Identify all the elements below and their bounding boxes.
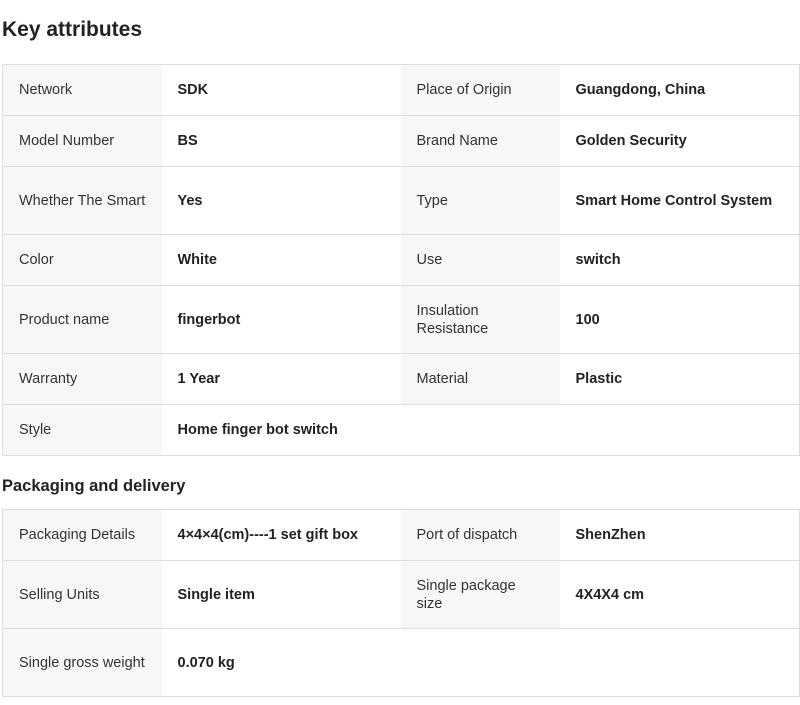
key-attributes-table: [2, 64, 800, 456]
attr-value: fingerbot: [162, 286, 401, 354]
attr-value: 100: [560, 286, 800, 354]
attr-label: Selling Units: [3, 561, 162, 629]
attr-label: Insulation Resistance: [401, 286, 560, 354]
attr-value: Home finger bot switch: [162, 405, 800, 456]
attr-value: switch: [560, 235, 800, 286]
table-row: [3, 629, 800, 697]
packaging-title: Packaging and delivery: [2, 477, 186, 495]
attr-label: Whether The Smart: [3, 167, 162, 235]
table-row: [3, 405, 800, 456]
attr-label: Product name: [3, 286, 162, 354]
table-row: [3, 167, 800, 235]
attr-label: Use: [401, 235, 560, 286]
table-row: [3, 235, 800, 286]
attr-value: Smart Home Control System: [560, 167, 800, 235]
table-row: [3, 354, 800, 405]
table-row: [3, 510, 800, 561]
attr-label: Warranty: [3, 354, 162, 405]
attr-value: 4×4×4(cm)----1 set gift box: [162, 510, 401, 561]
attr-value: White: [162, 235, 401, 286]
attr-label: Type: [401, 167, 560, 235]
attr-value: BS: [162, 116, 401, 167]
attr-label: Packaging Details: [3, 510, 162, 561]
key-attributes-title: Key attributes: [2, 18, 143, 41]
attr-value: SDK: [162, 65, 401, 116]
attr-label: Model Number: [3, 116, 162, 167]
packaging-table: [2, 509, 800, 697]
attr-value: Golden Security: [560, 116, 800, 167]
table-row: [3, 561, 800, 629]
attr-label: Single gross weight: [3, 629, 162, 697]
table-row: [3, 116, 800, 167]
attr-label: Network: [3, 65, 162, 116]
attr-label: Color: [3, 235, 162, 286]
attr-label: Style: [3, 405, 162, 456]
attr-value: ShenZhen: [560, 510, 800, 561]
table-row: [3, 65, 800, 116]
attr-label: Material: [401, 354, 560, 405]
attr-label: Port of dispatch: [401, 510, 560, 561]
attr-value: 1 Year: [162, 354, 401, 405]
attr-value: Yes: [162, 167, 401, 235]
attr-value: 4X4X4 cm: [560, 561, 800, 629]
attr-label: Brand Name: [401, 116, 560, 167]
attr-value: Single item: [162, 561, 401, 629]
attr-label: Single package size: [401, 561, 560, 629]
attr-value: Plastic: [560, 354, 800, 405]
attr-value: Guangdong, China: [560, 65, 800, 116]
table-row: [3, 286, 800, 354]
attr-value: 0.070 kg: [162, 629, 800, 697]
attr-label: Place of Origin: [401, 65, 560, 116]
